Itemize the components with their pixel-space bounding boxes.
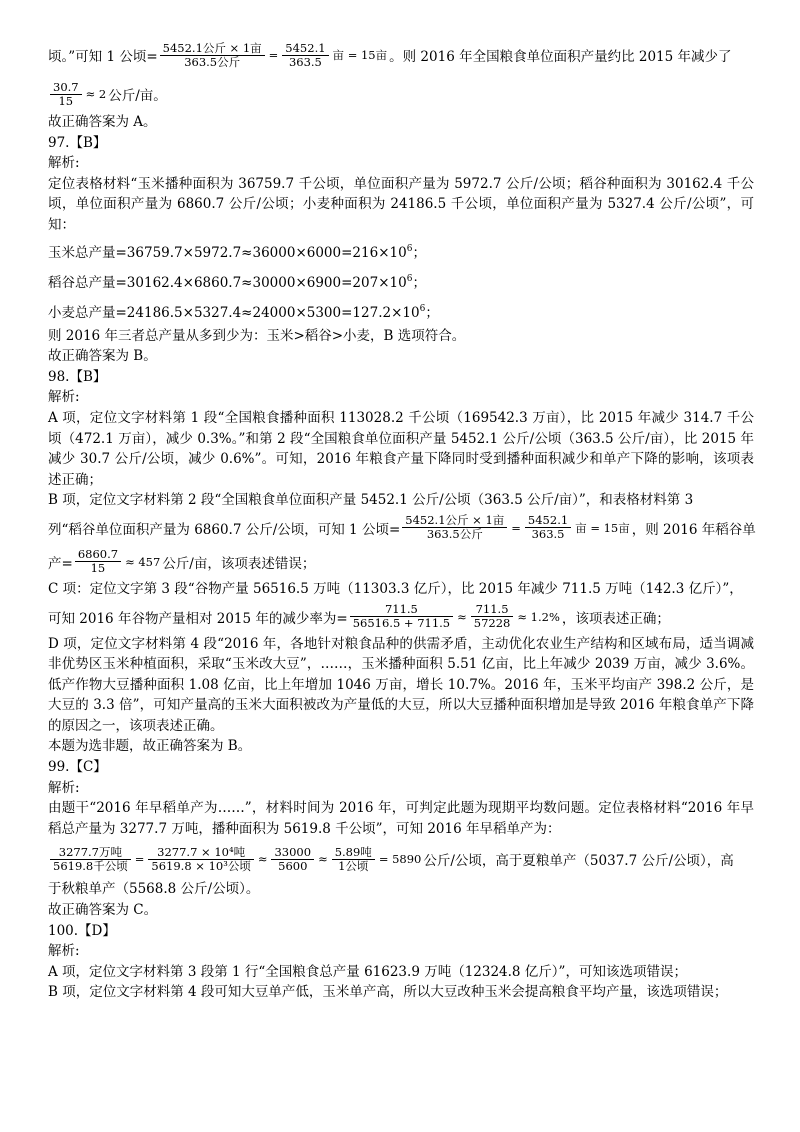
q99-fraction-2: $\frac{\text{3277.7 × 10⁴吨}}{\text{5619.8 × 10³公顷}}$ [148, 846, 253, 873]
top-formula-line: 顷。”可知 1 公顷= $\frac{\text{5452.1公斤 × 1亩}}{\text{363.5公斤}}$ = $\frac{5452.1}{363.5}$ 亩 = 15亩 。则 2016 年全国粮食单位面积产量约比 2015 年减少了 [48, 40, 732, 69]
q99-paragraph: 由题干“2016 年早稻单产为……”，材料时间为 2016 年，可判定此题为现期平均数问题。定位表格材料“2016 年早稻总产量为 3277.7 万吨，播种面积为 5619.8 千公顷”，可知 2016 年早稻单产为： [48, 800, 754, 837]
q99-formula: $\frac{\text{3277.7万吨}}{\text{5619.8千公顷}}$ = $\frac{\text{3277.7 × 10⁴吨}}{\text{5619.8 × 10³公顷}}$ ≈ $\frac{33000}{5600}$ ≈ $\frac{\text{5.89吨}}{\text{1公顷}}$ = 5890 公斤/公顷，高于夏粮单产（5037.7 公斤/公顷），高 [48, 839, 754, 879]
top-suffix: 。则 2016 年全国粮食单位面积产量约比 2015 年减少了 [389, 49, 732, 65]
q97-title: 97.【B】 [48, 134, 107, 151]
q98-option-b-formula-2: 产= $\frac{6860.7}{15}$ ≈ 457 公斤/亩，该项表述错误； [48, 547, 316, 576]
q97-conclusion: 则 2016 年三者总产量从多到少为：玉米>稻谷>小麦，B 选项符合。 [48, 327, 466, 344]
q99-jiexi: 解析: [48, 779, 80, 796]
top-answer: 故正确答案为 A。 [48, 114, 157, 130]
q98-option-d: D 项，定位文字材料第 4 段“2016 年，各地针对粮食品种的供需矛盾，主动优化农业生产结构和区域布局，适当调减非优势区玉米种植面积，采取“玉米改大豆”，……，玉米播种面积 5.51 亿亩，比上年减少 2039 万亩，减少 3.6%。低产作物大豆播种面积 1.08 亿亩，比上年增加 1046 万亩，增长 10.7%。2016 年，玉米平均亩产 398.2 公斤，是大豆的 3.3 倍”，可知产量高的玉米大面积被改为产量低的大豆，所以大豆播种面积增加是导致 2016 年粮食单产下降的原因之一，该项表述正确。 [48, 635, 754, 734]
q99-fraction-4: $\frac{\text{5.89吨}}{\text{1公顷}}$ [332, 846, 375, 873]
q99-fraction-1: $\frac{\text{3277.7万吨}}{\text{5619.8千公顷}}$ [50, 846, 131, 873]
q98-c-fraction-1: $\frac{711.5}{56516.5 + 711.5}$ [350, 603, 453, 630]
q98-title: 98.【B】 [48, 368, 107, 385]
q97-answer: 故正确答案为 B。 [48, 348, 157, 365]
top-formula-line-2: $\frac{30.7}{15}$ ≈ 2 公斤/亩。 [48, 76, 754, 112]
q99-title: 99.【C】 [48, 759, 107, 776]
q98-b-fraction-2: $\frac{5452.1}{363.5}$ [525, 514, 571, 541]
q98-option-a: A 项，定位文字材料第 1 段“全国粮食播种面积 113028.2 千公顷（169542.3 万亩），比 2015 年减少 314.7 千公顷（472.1 万亩），减少 0.3%。”和第 2 段“全国粮食单位面积产量 5452.1 公斤/公顷（363.5 公斤/亩），比 2015 年减少 30.7 公斤/公顷，减少 0.6%”。可知，2016 年粮食产量下降同时受到播种面积减少和单产下降的影响，该项表述正确； [48, 409, 754, 488]
q99-line2: 于秋粮单产（5568.8 公斤/公顷）。 [48, 881, 260, 898]
document-page [48, 34, 754, 1003]
q98-b-fraction-3: $\frac{6860.7}{15}$ [75, 548, 121, 575]
q100-option-b: B 项，定位文字材料第 4 段可知大豆单产低，玉米单产高，所以大豆改种玉米会提高粮食平均产量，该选项错误； [48, 984, 728, 1001]
q98-answer: 本题为选非题，故正确答案为 B。 [48, 738, 252, 755]
top-fraction-1: $\frac{\text{5452.1公斤 × 1亩}}{\text{363.5公斤}}$ [160, 42, 265, 69]
q97-jiexi: 解析: [48, 155, 80, 172]
q100-option-a: A 项，定位文字材料第 3 段第 1 行“全国粮食总产量 61623.9 万吨（12324.8 亿斤）”，可知该选项错误； [48, 963, 687, 980]
q100-jiexi: 解析: [48, 943, 80, 960]
q97-paragraph: 定位表格材料“玉米播种面积为 36759.7 千公顷，单位面积产量为 5972.7 公斤/公顷；稻谷种面积为 30162.4 千公顷，单位面积产量为 6860.7 公斤/公顷；小麦种面积为 24186.5 千公顷，单位面积产量为 5327.4 公斤/公顷”，可知： [48, 175, 754, 233]
q97-corn-line: 玉米总产量$=36759.7\times 5972.7\approx 36000\times 6000=216\times 10^6$； [48, 243, 426, 261]
q99-fraction-3: $\frac{33000}{5600}$ [271, 846, 314, 873]
q99-answer: 故正确答案为 C。 [48, 902, 158, 919]
q97-wheat-line: 小麦总产量$=24186.5\times 5327.4\approx 24000\times 5300=127.2\times 10^6$； [48, 303, 439, 321]
q100-title: 100.【D】 [48, 922, 116, 939]
top-prefix: 顷。”可知 1 公顷= [48, 49, 158, 65]
q98-option-b-formula: 列“稻谷单位面积产量为 6860.7 公斤/公顷，可知 1 公顷= $\frac{\text{5452.1公斤 × 1亩}}{\text{363.5公斤}}$ = $\frac{5452.1}{363.5}$ 亩 = 15亩 ，则 2016 年稻谷单 [48, 513, 756, 542]
top-fraction-2: $\frac{5452.1}{363.5}$ [282, 42, 328, 69]
q97-rice-line: 稻谷总产量$=30162.4\times 6860.7\approx 30000\times 6900=207\times 10^6$； [48, 273, 426, 291]
q98-option-c-formula: 可知 2016 年谷物产量相对 2015 年的减少率为= $\frac{711.5}{56516.5 + 711.5}$ ≈ $\frac{711.5}{57228}$ ≈ 1.2% ，该项表述正确； [48, 602, 670, 630]
top-fraction-3: $\frac{30.7}{15}$ [50, 81, 82, 108]
q98-jiexi: 解析: [48, 389, 80, 406]
q98-option-b-line1: B 项，定位文字材料第 2 段“全国粮食单位面积产量 5452.1 公斤/公顷（363.5 公斤/亩）”，和表格材料第 3 [48, 492, 694, 509]
q98-option-c-line1: C 项：定位文字第 3 段“谷物产量 56516.5 万吨（11303.3 亿斤），比 2015 年减少 711.5 万吨（142.3 亿斤）”， [48, 580, 743, 597]
q98-b-fraction-1: $\frac{\text{5452.1公斤 × 1亩}}{\text{363.5公斤}}$ [402, 514, 507, 541]
q98-c-fraction-2: $\frac{711.5}{57228}$ [471, 603, 514, 630]
